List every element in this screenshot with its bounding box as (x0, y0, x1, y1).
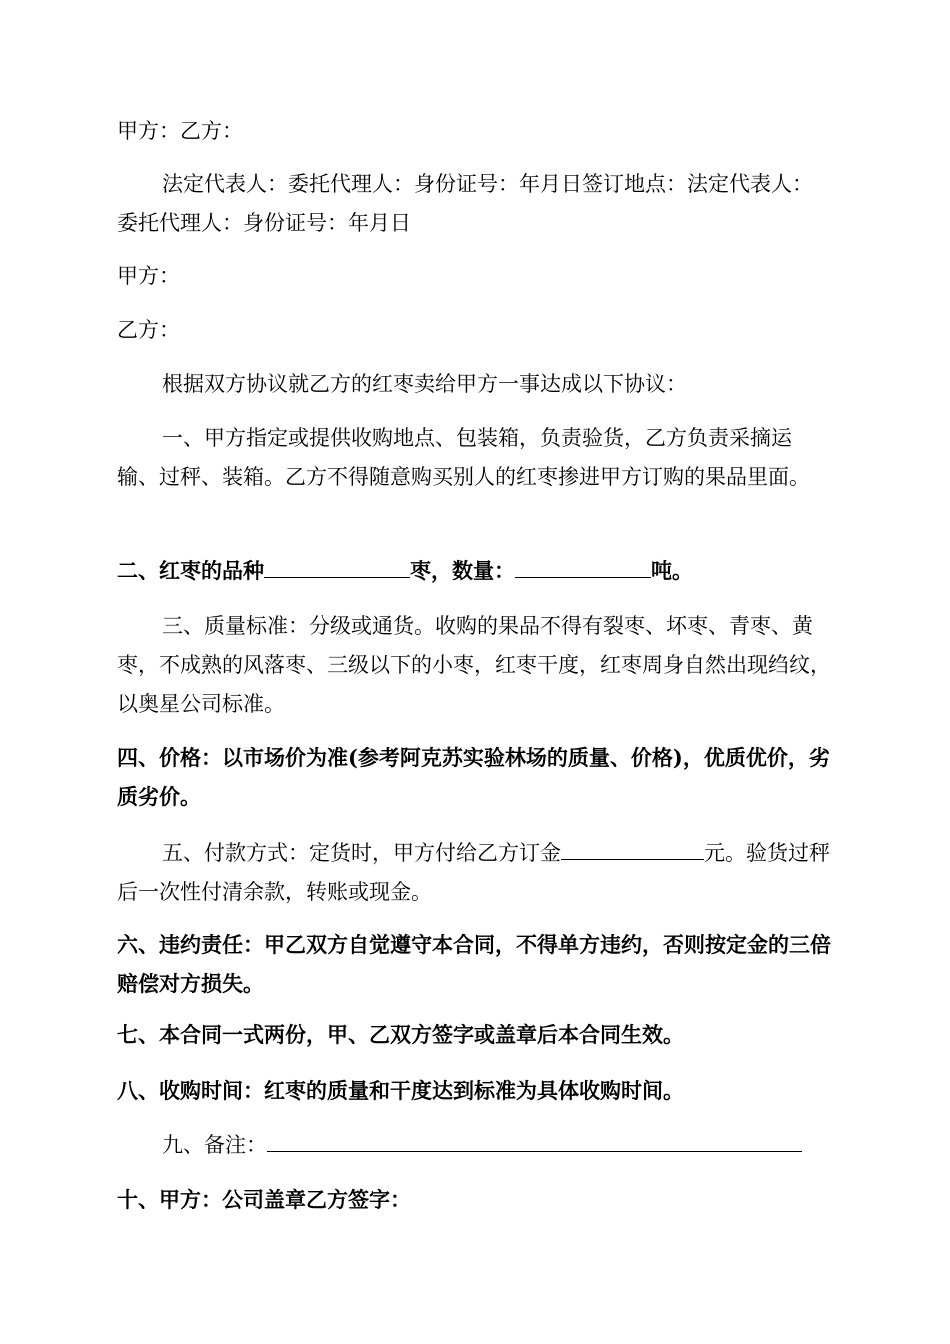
quantity-blank (515, 551, 651, 578)
clause-2 (117, 551, 833, 590)
clause-8: 八、收购时间：红枣的质量和干度达到标准为具体收购时间。 (117, 1078, 684, 1103)
clause-2-variety-label: 二、红枣的品种 (117, 558, 264, 583)
clause-1: 一、甲方指定或提供收购地点、包装箱，负责验货，乙方负责采摘运输、过秤、装箱。乙方不得随意购买别人的红枣掺进甲方订购的果品里面。 (117, 426, 810, 489)
clause-2-quantity-label: 枣，数量： (410, 558, 515, 583)
variety-blank (264, 551, 410, 578)
deposit-blank (561, 833, 704, 860)
clause-5-deposit-label: 五、付款方式：定货时，甲方付给乙方订金 (162, 841, 561, 865)
clause-9 (117, 1125, 833, 1165)
clause-9-label: 九、备注： (162, 1133, 267, 1157)
clause-6: 六、违约责任：甲乙双方自觉遵守本合同，不得单方违约，否则按定金的三倍赔偿对方损失。 (117, 932, 831, 996)
party-b-line: 乙方： (117, 318, 180, 342)
clause-2-unit: 吨。 (651, 558, 693, 583)
clause-4: 四、价格：以市场价为准(参考阿克苏实验林场的质量、价格)，优质优价，劣质劣价。 (117, 745, 830, 809)
clause-10: 十、甲方：公司盖章乙方签字： (117, 1187, 411, 1212)
remarks-blank (267, 1125, 802, 1152)
representatives-paragraph: 法定代表人：委托代理人：身份证号：年月日签订地点：法定代表人：委托代理人：身份证号：年月日 (117, 172, 813, 235)
parties-line: 甲方：乙方： (117, 119, 243, 143)
clause-5 (117, 833, 833, 912)
intro-paragraph: 根据双方协议就乙方的红枣卖给甲方一事达成以下协议： (162, 372, 687, 396)
clause-5-rest: 元。验货过秤后一次性付清余款，转账或现金。 (117, 841, 830, 904)
party-a-line: 甲方： (117, 264, 180, 288)
clause-3: 三、质量标准：分级或通货。收购的果品不得有裂枣、坏枣、青枣、黄枣，不成熟的风落枣、三级以下的小枣，红枣干度，红枣周身自然出现绉纹，以奥星公司标准。 (117, 614, 831, 716)
clause-7: 七、本合同一式两份，甲、乙双方签字或盖章后本合同生效。 (117, 1022, 684, 1047)
